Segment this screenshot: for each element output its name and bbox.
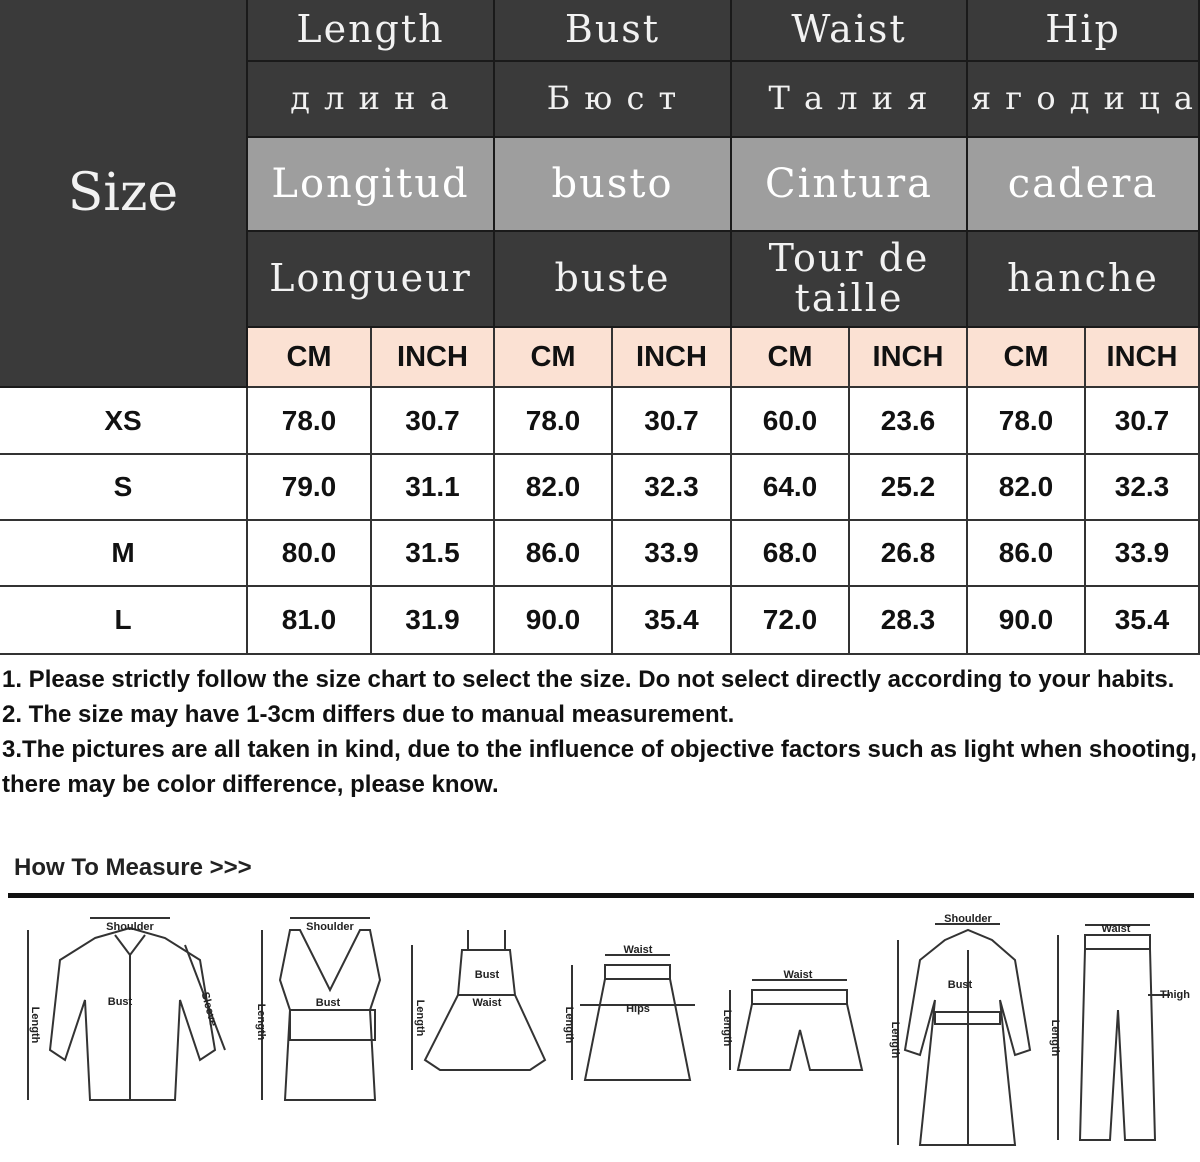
coat-diagram [898,924,1030,1145]
label-bust: Bust [474,969,500,981]
unit-header: CM [732,328,850,388]
unit-header: INCH [613,328,732,388]
header-ru-1: д л и н а [248,62,495,138]
size-cell: L [0,587,248,655]
label-shoulder: Shoulder [306,921,354,933]
jeans-diagram [1058,925,1170,1140]
value-cell: 72.0 [732,587,850,655]
label-bust: Bust [315,997,341,1009]
header-fr-1: Longueur [248,232,495,328]
measure-diagrams [0,900,1200,1162]
header-es-4: cadera [968,138,1200,232]
label-waist: Waist [623,944,653,956]
value-cell: 30.7 [613,388,732,455]
label-shoulder: Shoulder [106,921,154,933]
notes [2,662,1198,802]
value-cell: 33.9 [613,521,732,587]
header-en-1: Length [248,0,495,62]
label-length: Length [29,1006,41,1044]
value-cell: 31.5 [372,521,495,587]
tank-top-diagram [262,918,380,1100]
skirt-diagram [572,955,695,1080]
header-ru-2: Б ю с т [495,62,732,138]
value-cell: 86.0 [968,521,1086,587]
value-cell: 64.0 [732,455,850,521]
value-cell: 32.3 [1086,455,1200,521]
label-length: Length [721,1009,733,1047]
value-cell: 35.4 [1086,587,1200,655]
value-cell: 79.0 [248,455,372,521]
label-sleeve: Sleeve [198,990,220,1028]
label-length: Length [889,1021,901,1059]
header-en-3: Waist [732,0,968,62]
label-length: Length [414,999,426,1037]
value-cell: 30.7 [372,388,495,455]
value-cell: 90.0 [968,587,1086,655]
header-es-3: Cintura [732,138,968,232]
header-ru-4: я г о д и ц а [968,62,1200,138]
unit-header: CM [495,328,613,388]
unit-header: CM [968,328,1086,388]
label-waist: Waist [783,969,813,981]
value-cell: 78.0 [248,388,372,455]
value-cell: 31.1 [372,455,495,521]
label-waist: Waist [472,997,502,1009]
header-fr-4: hanche [968,232,1200,328]
value-cell: 23.6 [850,388,968,455]
unit-header: INCH [372,328,495,388]
label-thigh: Thigh [1160,989,1190,1001]
size-cell: M [0,521,248,587]
value-cell: 60.0 [732,388,850,455]
label-bust: Bust [107,996,133,1008]
value-cell: 78.0 [495,388,613,455]
size-cell: XS [0,388,248,455]
label-bust: Bust [947,979,973,991]
value-cell: 80.0 [248,521,372,587]
note-1: 1. Please strictly follow the size chart to select the size. Do not select directly according to your habits. [2,666,1175,693]
blouse-diagram [28,918,225,1100]
header-fr-3: Tour de taille [732,232,968,328]
header-en-2: Bust [495,0,732,62]
value-cell: 35.4 [613,587,732,655]
value-cell: 86.0 [495,521,613,587]
value-cell: 30.7 [1086,388,1200,455]
unit-header: CM [248,328,372,388]
title-divider [8,893,1194,898]
value-cell: 25.2 [850,455,968,521]
note-3: 3.The pictures are all taken in kind, due to the influence of objective factors such as light when shooting, there may be color difference, please know. [2,736,1197,798]
shorts-diagram [730,980,862,1070]
value-cell: 31.9 [372,587,495,655]
value-cell: 26.8 [850,521,968,587]
value-cell: 68.0 [732,521,850,587]
label-hips: Hips [626,1003,650,1015]
value-cell: 90.0 [495,587,613,655]
label-length: Length [255,1003,267,1041]
value-cell: 32.3 [613,455,732,521]
header-ru-3: Т а л и я [732,62,968,138]
value-cell: 78.0 [968,388,1086,455]
label-length: Length [563,1006,575,1044]
label-waist: Waist [1101,923,1131,935]
value-cell: 28.3 [850,587,968,655]
value-cell: 33.9 [1086,521,1200,587]
note-2: 2. The size may have 1-3cm differs due to manual measurement. [2,701,735,728]
size-cell: S [0,455,248,521]
header-en-4: Hip [968,0,1200,62]
value-cell: 81.0 [248,587,372,655]
header-es-1: Longitud [248,138,495,232]
label-length: Length [1049,1019,1061,1057]
value-cell: 82.0 [968,455,1086,521]
value-cell: 82.0 [495,455,613,521]
how-to-measure-title: How To Measure >>> [14,854,252,881]
label-shoulder: Shoulder [944,913,992,925]
unit-header: INCH [850,328,968,388]
size-header: Size [0,0,248,388]
header-es-2: busto [495,138,732,232]
unit-header: INCH [1086,328,1200,388]
header-fr-2: buste [495,232,732,328]
